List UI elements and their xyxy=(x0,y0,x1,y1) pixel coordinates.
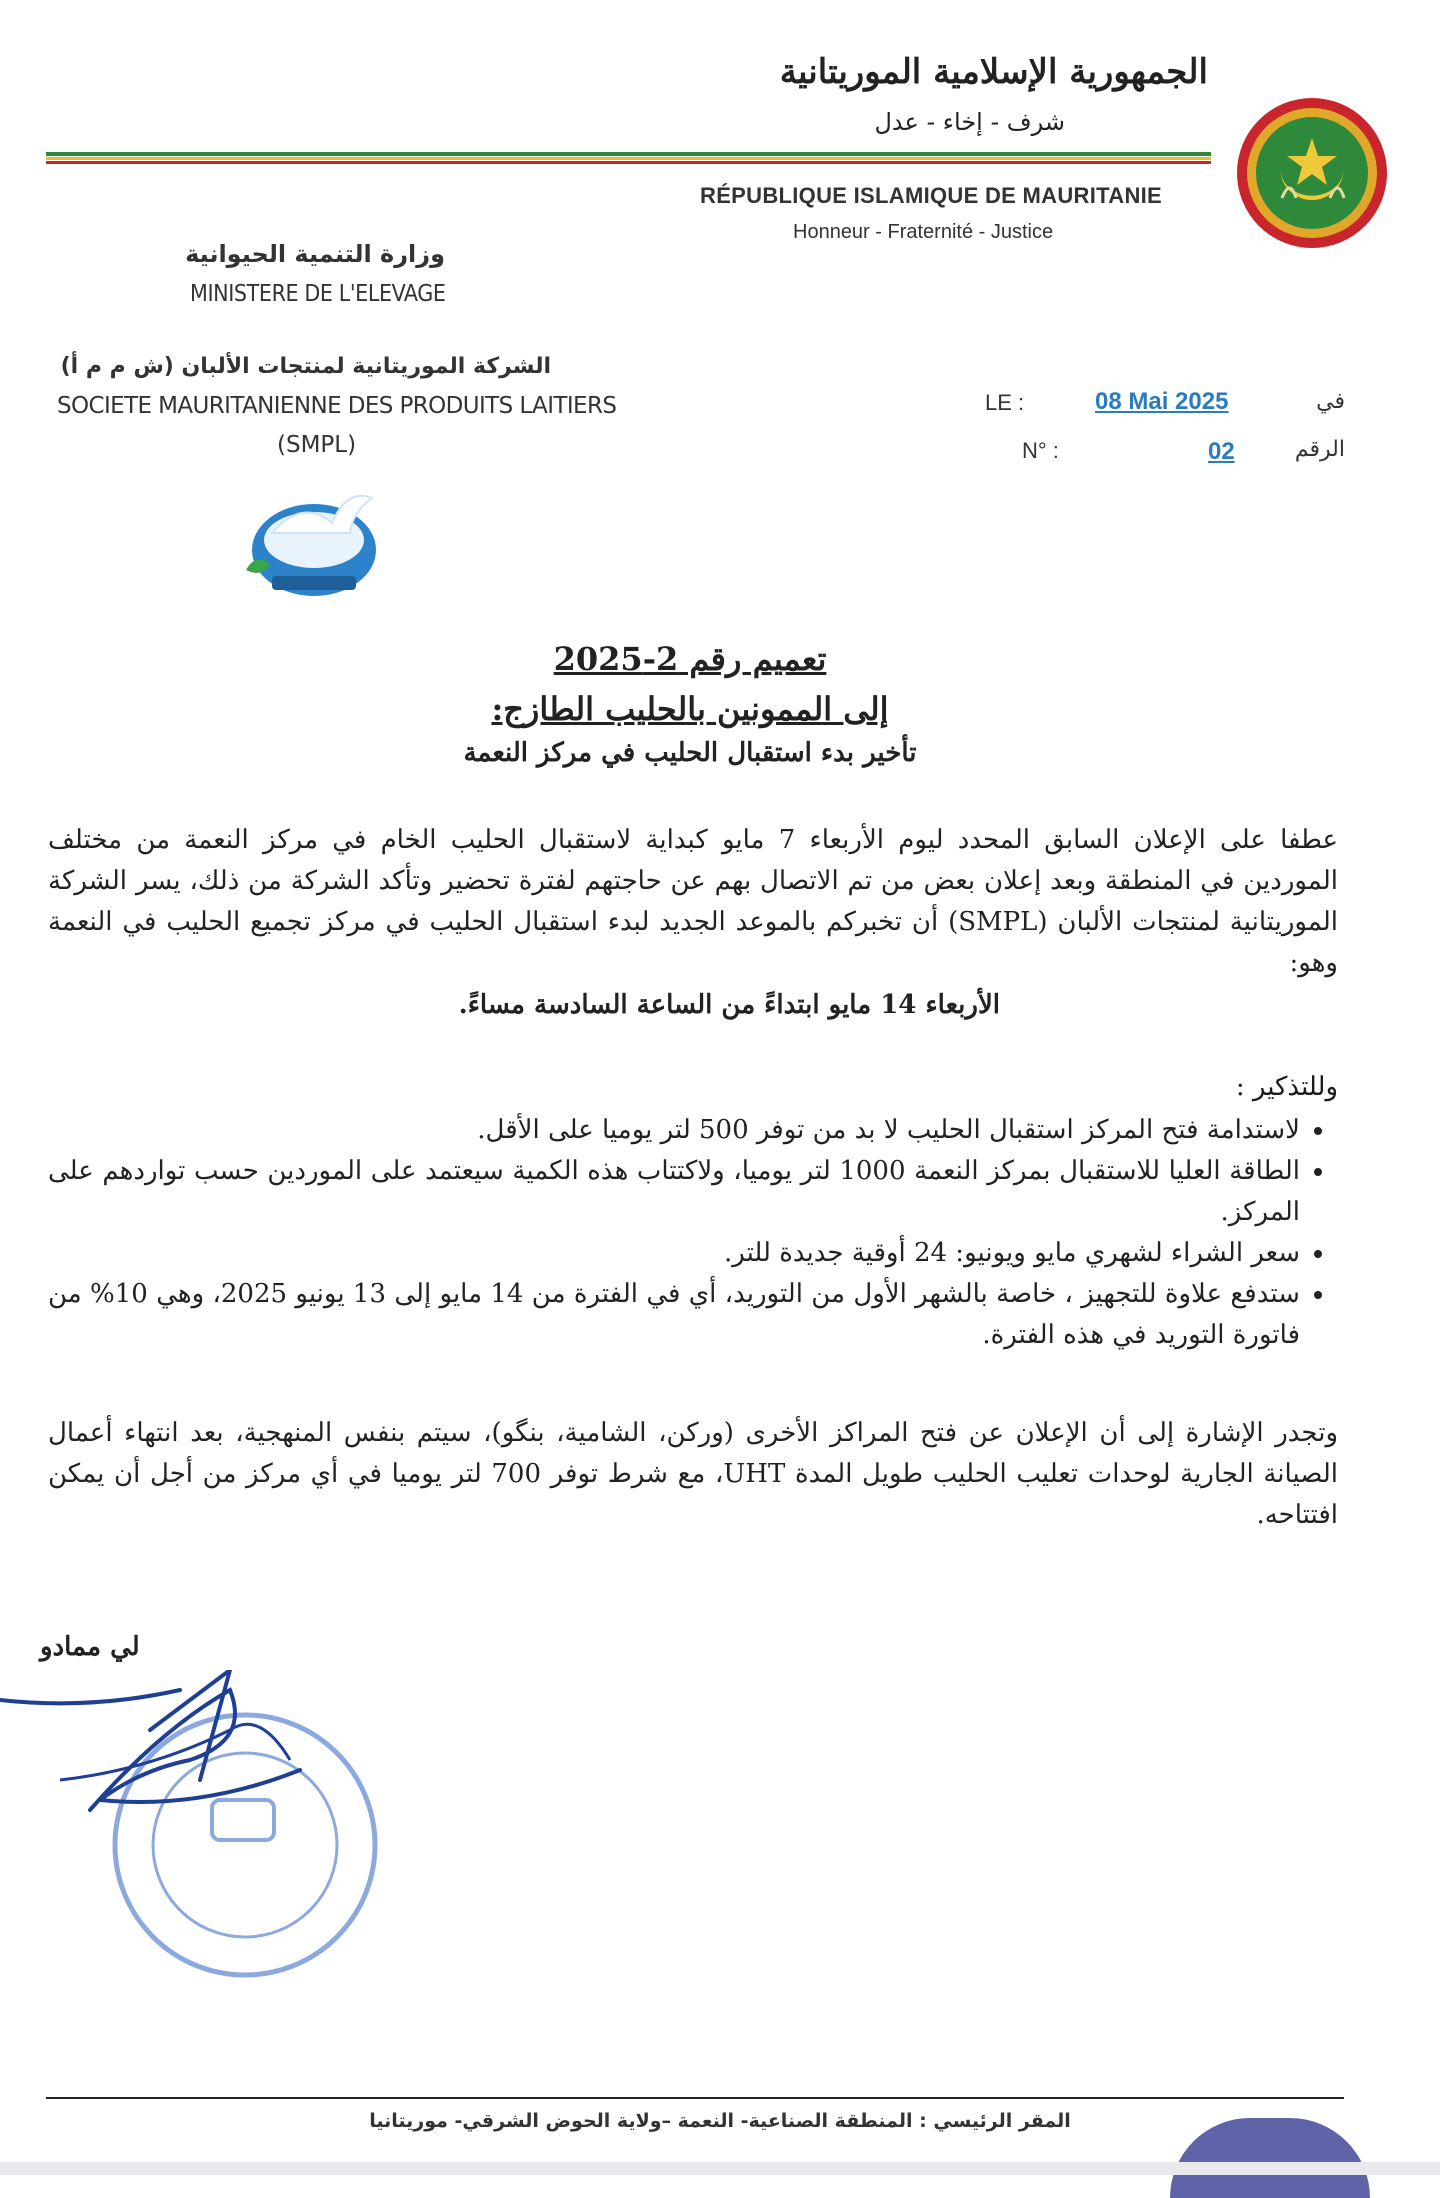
header-country-fr: RÉPUBLIQUE ISLAMIQUE DE MAURITANIE xyxy=(700,183,1163,208)
body-paragraph-1: عطفا على الإعلان السابق المحدد ليوم الأربعاء 7 مايو كبداية لاستقبال الحليب الخام في مركز النعمة من مختلف الموردين في المنطقة وبعد إعلان بعض من تم الاتصال بهم عن حاجتهم لفترة تحضير وتأكد الشركة من ذلك، يسر الشركة الموريتانية لمنتجات الألبان (SMPL) أن تخبركم بالموعد الجديد لبدء استقبال الحليب في مركز تجميع الحليب في النعمة وهو: xyxy=(48,825,1338,978)
header-motto-ar: شرف - إخاء - عدل xyxy=(874,108,1065,136)
footer-rule xyxy=(46,2097,1344,2099)
circular-number-title: تعميم رقم 2-2025 xyxy=(553,640,827,678)
new-date-highlight: الأربعاء 14 مايو ابتداءً من الساعة السادسة مساءً. xyxy=(458,990,1000,1020)
signer-name: لي ممادو xyxy=(40,1632,140,1662)
document-number: 02 xyxy=(1208,438,1235,465)
company-name-fr: SOCIETE MAURITANIENNE DES PRODUITS LAITIERS xyxy=(57,393,617,419)
list-item: • الطاقة العليا للاستقبال بمركز النعمة 1000 لتر يوميا، ولاكتتاب هذه الكمية سيعتمد على الموردين حسب تواردهم على المركز. xyxy=(48,1151,1300,1233)
subject-title: تأخير بدء استقبال الحليب في مركز النعمة xyxy=(463,738,917,768)
body-paragraph-2: وتجدر الإشارة إلى أن الإعلان عن فتح المراكز الأخرى (وركن، الشامية، بنگو)، سيتم بنفس المنهجية، بعد انتهاء أعمال الصيانة الجارية لوحدات تعليب الحليب طويل المدة UHT، مع شرط توفر 700 لتر يوميا في أي مركز من أجل أن يمكن افتتاحه. xyxy=(48,1418,1338,1530)
header-rule-green xyxy=(46,152,1211,156)
number-label-ar: الرقم xyxy=(1294,437,1345,462)
list-item: • ستدفع علاوة للتجهيز ، خاصة بالشهر الأول من التوريد، أي في الفترة من 14 مايو إلى 13 يونيو 2025، وهي 10% من فاتورة التوريد في هذه الفترة. xyxy=(48,1274,1300,1356)
company-name-ar: الشركة الموريتانية لمنتجات الألبان (ش م م أ) xyxy=(60,354,551,379)
header-country-ar: الجمهورية الإسلامية الموريتانية xyxy=(779,52,1208,92)
header-motto-fr: Honneur - Fraternité - Justice xyxy=(793,221,1054,243)
document-date: 08 Mai 2025 xyxy=(1095,388,1229,415)
ministry-name-fr: MINISTERE DE L'ELEVAGE xyxy=(190,281,446,307)
company-abbreviation: (SMPL) xyxy=(277,432,357,458)
list-item: • سعر الشراء لشهري مايو ويونيو: 24 أوقية جديدة للتر. xyxy=(48,1233,1300,1274)
date-label-ar: في xyxy=(1316,389,1345,414)
reminder-heading: وللتذكير : xyxy=(1235,1072,1338,1102)
mauritania-coat-of-arms-icon xyxy=(1220,98,1410,248)
smpl-milk-logo-icon xyxy=(232,478,390,606)
header-rule-red xyxy=(46,161,1211,164)
date-label-fr: LE : xyxy=(985,390,1025,415)
ministry-name-ar: وزارة التنمية الحيوانية xyxy=(185,240,445,268)
company-stamp-icon xyxy=(0,1670,400,1980)
footer-address: المقر الرئيسي : المنطقة الصناعية- النعمة –ولاية الحوض الشرقي- موريتانيا xyxy=(369,2110,1071,2132)
number-label-fr: N° : xyxy=(1022,438,1059,463)
header-rule-yellow xyxy=(46,157,1211,160)
recipients-title: إلى الممونين بالحليب الطازج: xyxy=(491,690,889,728)
list-item: • لاستدامة فتح المركز استقبال الحليب لا بد من توفر 500 لتر يوميا على الأقل. xyxy=(48,1110,1300,1151)
reminder-list xyxy=(48,1110,1338,1356)
bottom-edge xyxy=(0,2162,1440,2175)
